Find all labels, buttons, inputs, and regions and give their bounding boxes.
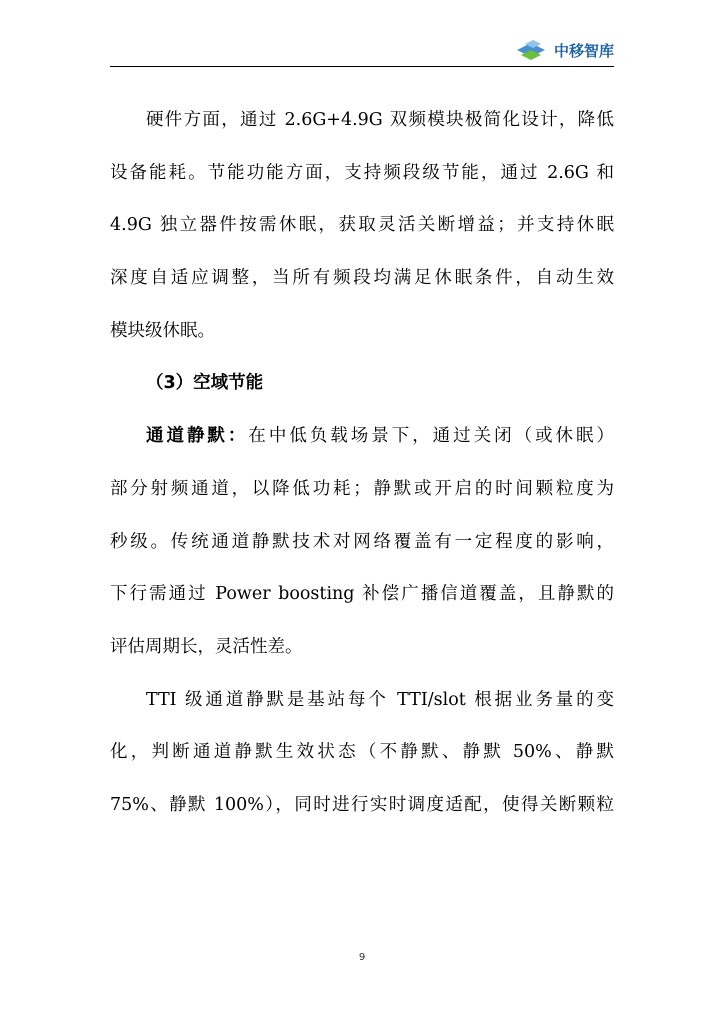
logo-mark-icon [513,36,553,64]
paragraph-2-line-2: 部分射频通道，以降低功耗；静默或开启的时间颗粒度为 [110,478,614,499]
paragraph-2-line-5: 评估周期长，灵活性差。 [110,636,303,657]
paragraph-2-line-4: 下行需通过 Power boosting 补偿广播信道覆盖，且静默的 [110,584,614,605]
document-body [110,94,614,832]
section-heading: （3）空域节能 [146,373,264,394]
paragraph-1-line-2: 设备能耗。节能功能方面，支持频段级节能，通过 2.6G 和 [110,162,614,183]
paragraph-2-line-1-text: 在中低负载场景下，通过关闭（或休眠） [248,426,615,447]
brand-logo [513,36,614,64]
paragraph-3-line-2: 化，判断通道静默生效状态（不静默、静默 50%、静默 [110,742,614,763]
paragraph-1-line-3: 4.9G 独立器件按需休眠，获取灵活关断增益；并支持休眠 [110,215,614,236]
paragraph-2-line-1 [110,410,614,463]
paragraph-1-line-4: 深度自适应调整，当所有频段均满足休眠条件，自动生效 [110,268,614,289]
paragraph-3-line-3: 75%、静默 100%），同时进行实时调度适配，使得关断颗粒 [110,794,614,815]
paragraph-2-line-3: 秒级。传统通道静默技术对网络覆盖有一定程度的影响， [110,531,614,552]
paragraph-1-line-1: 硬件方面，通过 2.6G+4.9G 双频模块极简化设计，降低 [146,110,614,130]
page-number: 9 [358,952,366,963]
page-header [110,34,614,66]
brand-name: 中移智库 [553,41,614,60]
header-divider [110,66,614,67]
term-channel-silence: 通道静默： [146,426,249,447]
paragraph-1-line-5: 模块级休眠。 [110,320,215,341]
paragraph-3-line-1: TTI 级通道静默是基站每个 TTI/slot 根据业务量的变 [146,689,614,710]
